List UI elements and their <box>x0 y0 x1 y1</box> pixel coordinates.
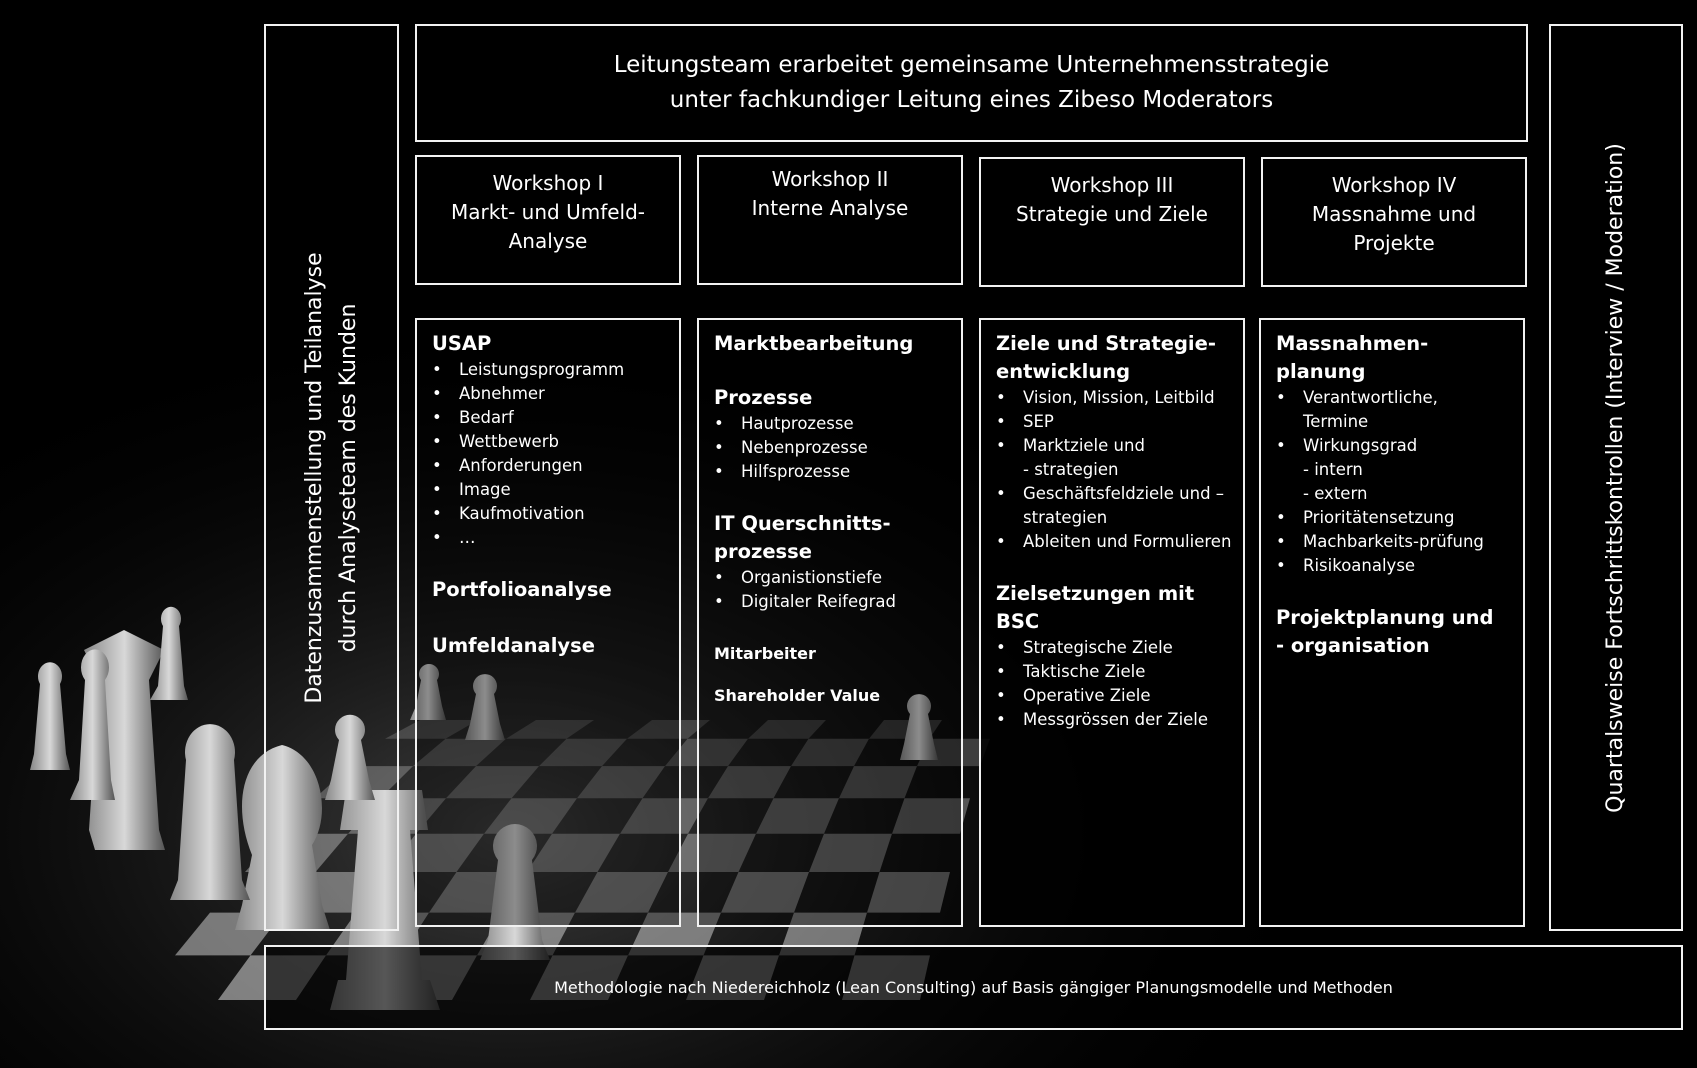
list-item: - intern <box>1303 460 1363 479</box>
section-heading: Ziele und Strategie- <box>996 332 1216 355</box>
list-item: • Ableiten und Formulieren <box>996 530 1233 554</box>
workshop-title: Workshop III <box>1050 173 1174 197</box>
workshop-subtitle: Analyse <box>508 229 588 253</box>
workshop-1-box <box>415 155 681 285</box>
list-item: - strategien <box>1023 460 1119 479</box>
workshop-3-box <box>979 157 1245 287</box>
workshop-subtitle: Markt- und Umfeld- <box>450 200 646 224</box>
header-strategy-box <box>415 24 1528 142</box>
list-item: • Wirkungsgrad <box>1276 434 1513 458</box>
section-heading: Projektplanung und <box>1276 606 1494 629</box>
right-bar-text: Quartalsweise Fortschrittskontrollen (Interview / Moderation) <box>1603 142 1628 813</box>
bullet-list <box>714 412 951 484</box>
list-item: • Hilfsprozesse <box>714 460 951 484</box>
section-heading: prozesse <box>714 540 812 563</box>
list-item: • Hautprozesse <box>714 412 951 436</box>
bullet-list <box>714 566 951 614</box>
list-item: • Bedarf <box>432 406 669 430</box>
list-item: • Prioritätensetzung <box>1276 506 1513 530</box>
list-item: • Vision, Mission, Leitbild <box>996 386 1233 410</box>
column-2-content <box>697 318 963 927</box>
section-heading: IT Querschnitts- <box>714 512 891 535</box>
left-bar-text <box>298 252 366 703</box>
workshop-title: Workshop II <box>771 167 889 191</box>
list-item: • Anforderungen <box>432 454 669 478</box>
column-3-content <box>979 318 1245 927</box>
left-bar-data-collection <box>264 24 399 931</box>
header-line: Leitungsteam erarbeitet gemeinsame Unternehmensstrategie <box>613 52 1330 78</box>
list-item: Termine <box>1303 412 1369 431</box>
section-heading: entwicklung <box>996 360 1131 383</box>
list-item: strategien <box>1023 508 1108 527</box>
list-item: • Abnehmer <box>432 382 669 406</box>
list-item: • Geschäftsfeldziele und – <box>996 482 1233 506</box>
workshop-title: Workshop IV <box>1331 173 1457 197</box>
list-item: • … <box>432 526 669 550</box>
workshop-subtitle: Massnahme und <box>1311 202 1477 226</box>
right-bar-progress-controls <box>1549 24 1683 931</box>
workshop-subtitle: Strategie und Ziele <box>1016 202 1208 226</box>
section-heading: - organisation <box>1276 634 1430 657</box>
list-item: • Operative Ziele <box>996 684 1233 708</box>
section-heading: Marktbearbeitung <box>714 332 914 355</box>
footer-methodology-box <box>264 945 1683 1030</box>
section-heading: Massnahmen-planung <box>1276 332 1429 383</box>
list-item: • Nebenprozesse <box>714 436 951 460</box>
list-item: • Image <box>432 478 669 502</box>
workshop-subtitle: Projekte <box>1353 231 1435 255</box>
list-item: • Kaufmotivation <box>432 502 669 526</box>
workshop-subtitle: Interne Analyse <box>751 196 909 220</box>
column-4-content <box>1259 318 1525 927</box>
section-heading: Mitarbeiter <box>714 644 816 663</box>
section-heading: Umfeldanalyse <box>432 634 595 657</box>
workshop-4-box <box>1261 157 1527 287</box>
workshop-2-box <box>697 155 963 285</box>
section-heading: Zielsetzungen mit BSC <box>996 582 1195 633</box>
section-heading: Shareholder Value <box>714 686 881 705</box>
bullet-list <box>432 358 669 550</box>
left-bar-line: durch Analyseteam des Kunden <box>335 303 361 652</box>
list-item: • Marktziele und <box>996 434 1233 458</box>
list-item: • Messgrössen der Ziele <box>996 708 1233 732</box>
list-item: • Wettbewerb <box>432 430 669 454</box>
list-item: - extern <box>1303 484 1368 503</box>
list-item: • Taktische Ziele <box>996 660 1233 684</box>
workshop-title: Workshop I <box>492 171 604 195</box>
list-item: • Leistungsprogramm <box>432 358 669 382</box>
bullet-list <box>996 636 1233 732</box>
section-heading: Portfolioanalyse <box>432 578 612 601</box>
column-1-content <box>415 318 681 927</box>
left-bar-line: Datenzusammenstellung und Teilanalyse <box>301 251 327 704</box>
list-item: • Strategische Ziele <box>996 636 1233 660</box>
bullet-list <box>996 386 1233 554</box>
list-item: • Verantwortliche, <box>1276 386 1513 410</box>
section-heading: Prozesse <box>714 386 813 409</box>
bullet-list <box>1276 386 1513 578</box>
list-item: • Machbarkeits-prüfung <box>1276 530 1513 554</box>
list-item: • SEP <box>996 410 1233 434</box>
list-item: • Risikoanalyse <box>1276 554 1513 578</box>
list-item: • Digitaler Reifegrad <box>714 590 951 614</box>
section-heading: USAP <box>432 332 492 355</box>
header-line: unter fachkundiger Leitung eines Zibeso Moderators <box>669 87 1274 113</box>
footer-text: Methodologie nach Niedereichholz (Lean Consulting) auf Basis gängiger Planungsmodelle und Methoden <box>554 978 1393 997</box>
list-item: • Organistionstiefe <box>714 566 951 590</box>
